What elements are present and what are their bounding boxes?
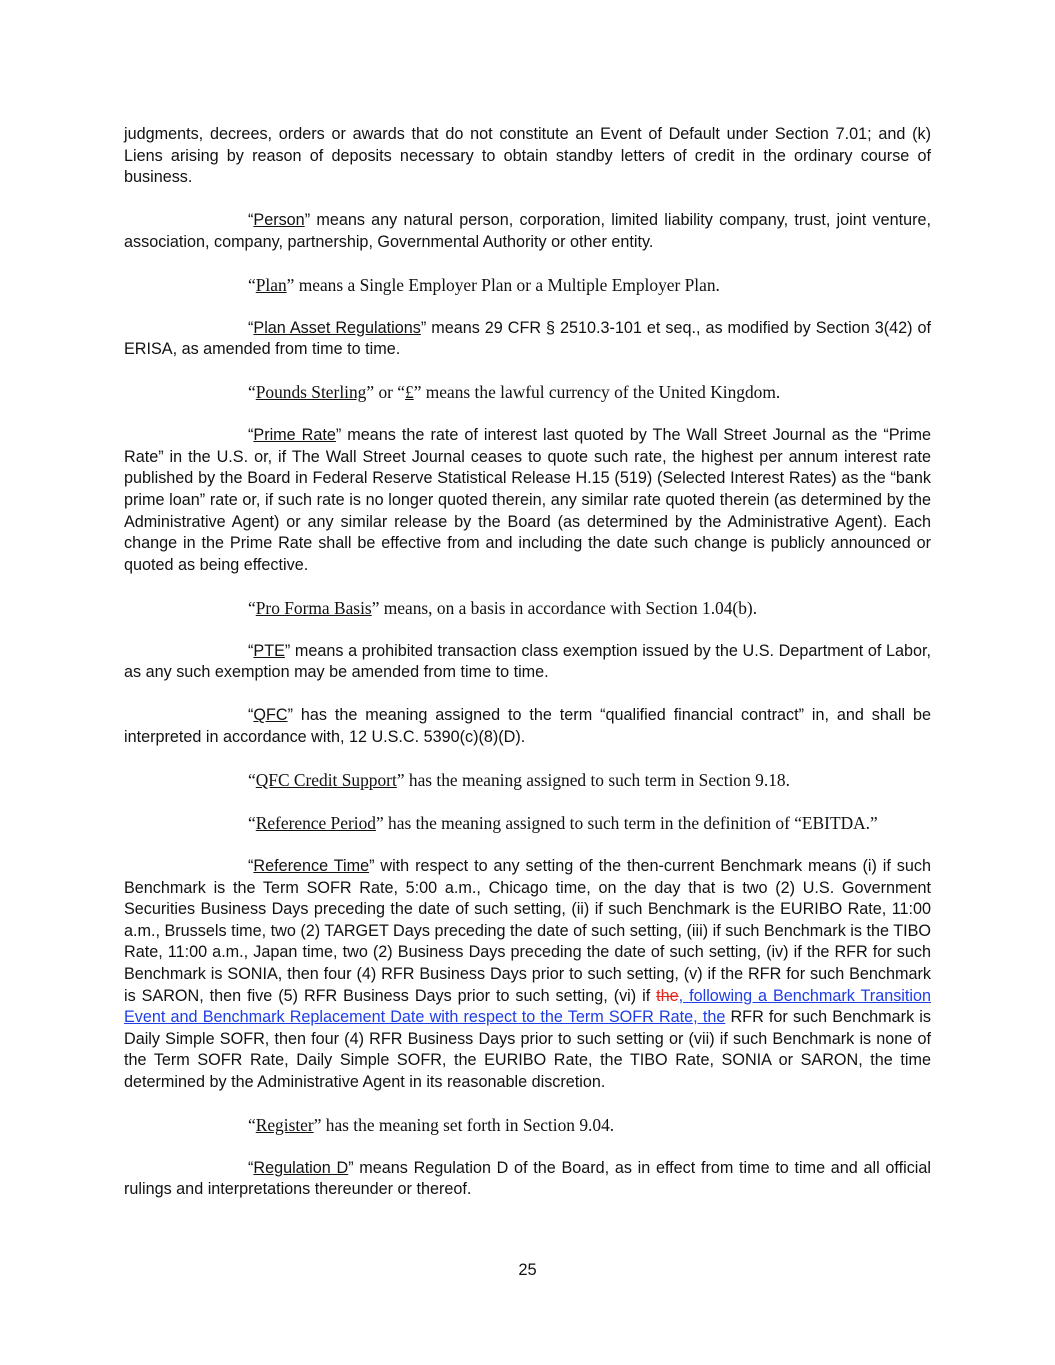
definition-text: ” means any natural person, corporation, limited liability company, trust, joint venture, association, company, partnership, Governmental Authority or other entity. (124, 211, 931, 251)
definition-plan: “Plan” means a Single Employer Plan or a Multiple Employer Plan. (248, 274, 720, 295)
definition-text-continued: RFR for such Benchmark is Daily Simple SOFR, then four (4) RFR Business Days prior to such setting or (vii) if such Benchmark is none of the Term SOFR Rate, Daily Simple SOFR, the EURIBO Rate, the TIBO Rate, SONIA or SARON, the time determined by the Administrative Agent in its reasonable discretion. (124, 1008, 931, 1091)
definition-text: ” means a prohibited transaction class exemption issued by the U.S. Department of Labor, as any such exemption may be amended from time to time. (124, 641, 931, 682)
deleted-text: the (656, 986, 679, 1005)
definition-prime-rate: “Prime Rate” means the rate of interest last quoted by The Wall Street Journal as the “Prime Rate” in the U.S. or, if The Wall Street Journal ceases to quote such rate, the highest per annum interest rate published by the Board in Federal Reserve Statistical Release H.15 (519) (Selected Interest Rates) as the “bank prime loan” rate or, if such rate is no longer quoted therein, any similar rate quoted therein (as determined by the Administrative Agent) or any similar release by the Board (as determined by the Administrative Agent). Each change in the Prime Rate shall be effective from and including the date such change is publicly announced or quoted as being effective. (124, 426, 932, 574)
definition-text: ” means a Single Employer Plan or a Multiple Employer Plan. (286, 274, 720, 295)
definition-reference-period: “Reference Period” has the meaning assigned to such term in the definition of “EBITDA.” (248, 812, 878, 833)
defined-term: Reference Time (253, 856, 370, 875)
definition-text: ” means the lawful currency of the United Kingdom. (413, 382, 781, 403)
defined-term: Person (253, 211, 305, 230)
definition-text: ” has the meaning assigned to such term in Section 9.18. (396, 769, 790, 790)
definition-qfc-credit-support: “QFC Credit Support” has the meaning assigned to such term in Section 9.18. (248, 769, 790, 790)
document-page (124, 124, 931, 1222)
defined-term: Register (255, 1114, 314, 1135)
definition-text: ” means Regulation D of the Board, as in effect from time to time and all official rulings and interpretations thereunder or thereof. (124, 1158, 931, 1199)
definition-text: ” means, on a basis in accordance with Section 1.04(b). (371, 597, 758, 618)
page-number: 25 (518, 1261, 537, 1279)
definition-text: ” means the rate of interest last quoted by The Wall Street Journal as the “Prime Rate” in the U.S. or, if The Wall Street Journal ceases to quote such rate, the highest per annum interest rate published by the Board in Federal Reserve Statistical Release H.15 (519) (Selected Interest Rates) as the “bank prime loan” rate or, if such rate is no longer quoted therein, any similar rate quoted therein (as determined by the Administrative Agent) or any similar release by the Board (as determined by the Administrative Agent). Each change in the Prime Rate shall be effective from and including the date such change is publicly announced or quoted as being effective. (124, 426, 932, 574)
definition-pte: “PTE” means a prohibited transaction class exemption issued by the U.S. Department of Labor, as any such exemption may be amended from time to time. (124, 641, 931, 682)
definition-pounds-sterling: “Pounds Sterling” or “£” means the lawful currency of the United Kingdom. (248, 382, 781, 403)
definition-person: “Person” means any natural person, corporation, limited liability company, trust, joint venture, association, company, partnership, Governmental Authority or other entity. (124, 211, 931, 251)
defined-term: Prime Rate (253, 426, 336, 445)
definition-text: ” has the meaning assigned to such term in the definition of “EBITDA.” (375, 812, 878, 833)
defined-term: Plan Asset Regulations (253, 318, 421, 337)
defined-term: QFC Credit Support (255, 769, 397, 790)
definition-text: ” with respect to any setting of the then-current Benchmark means (i) if such Benchmark is the Term SOFR Rate, 5:00 a.m., Chicago time, on the day that is two (2) U.S. Government Securities Business Days preceding the date of such setting, (ii) if such Benchmark is the EURIBO Rate, 11:00 a.m., Brussels time, two (2) TARGET Days preceding the date of such setting, (iii) if such Benchmark is the TIBO Rate, 11:00 a.m., Japan time, two (2) Business Days preceding the date of such setting, (iv) if the RFR for such Benchmark is SONIA, then four (4) RFR Business Days prior to such setting, (v) if the RFR for such Benchmark is SARON, then five (5) RFR Business Days prior to such setting, (vi) if (124, 856, 931, 1005)
defined-term: Pro Forma Basis (255, 597, 372, 618)
defined-term: PTE (253, 641, 285, 660)
defined-term: Plan (255, 274, 287, 295)
definition-connector: ” or “ (366, 382, 405, 403)
definition-regulation-d: “Regulation D” means Regulation D of the Board, as in effect from time to time and all official rulings and interpretations thereunder or thereof. (124, 1158, 931, 1199)
definition-register: “Register” has the meaning set forth in Section 9.04. (248, 1114, 615, 1135)
defined-term: QFC (253, 706, 288, 725)
inserted-text: , following a Benchmark Transition Event and Benchmark Replacement Date with respect to the Term SOFR Rate, the (124, 986, 931, 1027)
defined-term: Reference Period (255, 812, 376, 833)
defined-term: Pounds Sterling (255, 382, 367, 403)
definition-qfc: “QFC” has the meaning assigned to the term “qualified financial contract” in, and shall be interpreted in accordance with, 12 U.S.C. 5390(c)(8)(D). (124, 706, 931, 746)
definition-pro-forma-basis: “Pro Forma Basis” means, on a basis in accordance with Section 1.04(b). (248, 597, 758, 618)
defined-term: Regulation D (253, 1158, 349, 1177)
continuation-paragraph: judgments, decrees, orders or awards that do not constitute an Event of Default under Section 7.01; and (k) Liens arising by reason of deposits necessary to obtain standby letters of credit in the ordinary course of business. (124, 125, 931, 187)
definition-text: ” has the meaning set forth in Section 9.04. (313, 1114, 615, 1135)
defined-term-symbol: £ (405, 382, 414, 403)
definition-plan-asset-regulations: “Plan Asset Regulations” means 29 CFR § 2510.3-101 et seq., as modified by Section 3(42) of ERISA, as amended from time to time. (124, 318, 931, 359)
definition-text: ” means 29 CFR § 2510.3-101 et seq., as modified by Section 3(42) of ERISA, as amended from time to time. (124, 318, 931, 359)
definition-text: ” has the meaning assigned to the term “qualified financial contract” in, and shall be interpreted in accordance with, 12 U.S.C. 5390(c)(8)(D). (124, 706, 931, 746)
definition-reference-time: “Reference Time” with respect to any setting of the then-current Benchmark means (i) if such Benchmark is the Term SOFR Rate, 5:00 a.m., Chicago time, on the day that is two (2) U.S. Government Securities Business Days preceding the date of such setting, (ii) if such Benchmark is the EURIBO Rate, 11:00 a.m., Brussels time, two (2) TARGET Days preceding the date of such setting, (iii) if such Benchmark is the TIBO Rate, 11:00 a.m., Japan time, two (2) Business Days preceding the date of such setting, (iv) if the RFR for such Benchmark is SONIA, then four (4) RFR Business Days prior to such setting, (v) if the RFR for such Benchmark is SARON, then five (5) RFR Business Days prior to such setting, (vi) if the, following a Benchmark Transition Event and Benchmark Replacement Date with respect to the Term SOFR Rate, the RFR for such Benchmark is Daily Simple SOFR, then four (4) RFR Business Days prior to such setting or (vii) if such Benchmark is none of the Term SOFR Rate, Daily Simple SOFR, the EURIBO Rate, the TIBO Rate, SONIA or SARON, the time determined by the Administrative Agent in its reasonable discretion. (124, 856, 931, 1091)
